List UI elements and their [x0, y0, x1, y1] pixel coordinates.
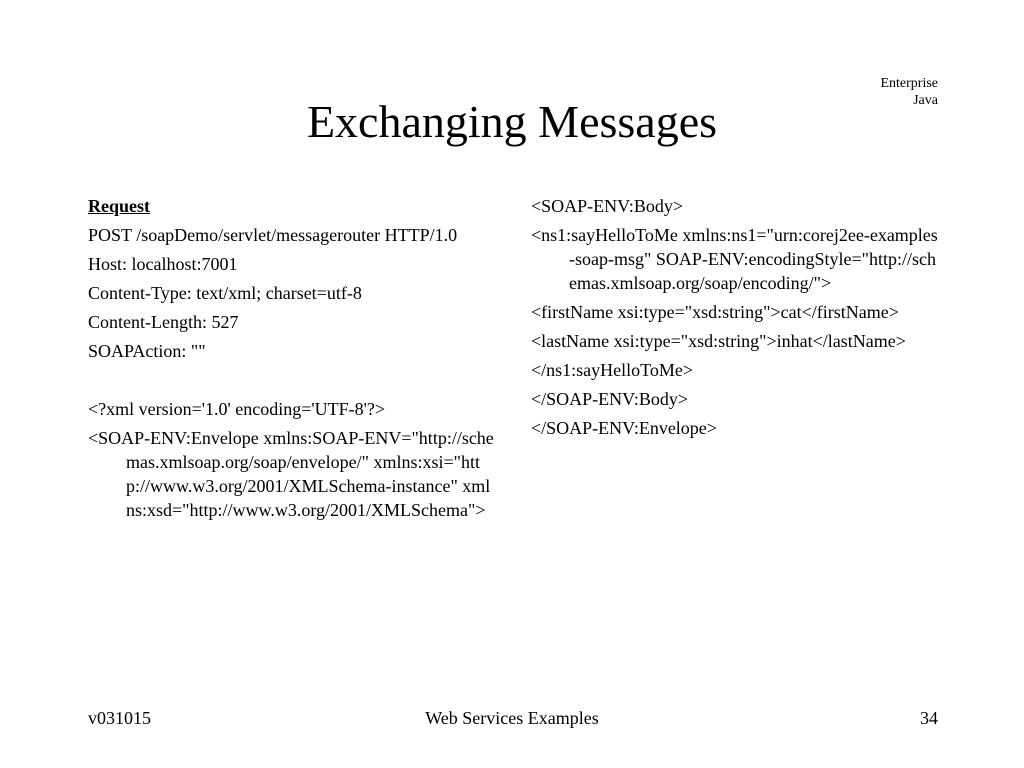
right-column — [531, 194, 941, 445]
slide-title: Exchanging Messages — [306, 96, 718, 147]
corner-label-line2: Java — [913, 93, 938, 108]
right-line: <SOAP-ENV:Body> — [531, 196, 683, 216]
left-line: Content-Type: text/xml; charset=utf-8 — [88, 283, 362, 303]
footer-version: v031015 — [88, 708, 151, 728]
request-heading: Request — [88, 196, 150, 216]
right-line: <lastName xsi:type="xsd:string">inhat</lastName> — [531, 331, 906, 351]
page-number: 34 — [920, 708, 938, 728]
left-line: <SOAP-ENV:Envelope xmlns:SOAP-ENV="http://schemas.xmlsoap.org/soap/envelope/" xmlns:xsi="http://www.w3.org/2001/XMLSchema-instance" xmlns:xsd="http://www.w3.org/2001/XMLSchema"> — [88, 428, 494, 520]
left-line-blank — [88, 368, 498, 392]
left-column — [88, 194, 498, 527]
left-line: Host: localhost:7001 — [88, 254, 238, 274]
right-line: </ns1:sayHelloToMe> — [531, 360, 694, 380]
left-line: POST /soapDemo/servlet/messagerouter HTTP/1.0 — [88, 225, 458, 245]
left-line: <?xml version='1.0' encoding='UTF-8'?> — [88, 399, 386, 419]
right-line: <ns1:sayHelloToMe xmlns:ns1="urn:corej2ee-examples-soap-msg" SOAP-ENV:encodingStyle="http://schemas.xmlsoap.org/soap/encoding/"> — [531, 225, 938, 293]
right-line: </SOAP-ENV:Envelope> — [531, 418, 717, 438]
right-line: </SOAP-ENV:Body> — [531, 389, 688, 409]
right-line: <firstName xsi:type="xsd:string">cat</firstName> — [531, 302, 899, 322]
footer-title: Web Services Examples — [425, 708, 599, 728]
left-line: SOAPAction: "" — [88, 341, 206, 361]
corner-label-line1: Enterprise — [880, 76, 938, 91]
left-line: Content-Length: 527 — [88, 312, 239, 332]
